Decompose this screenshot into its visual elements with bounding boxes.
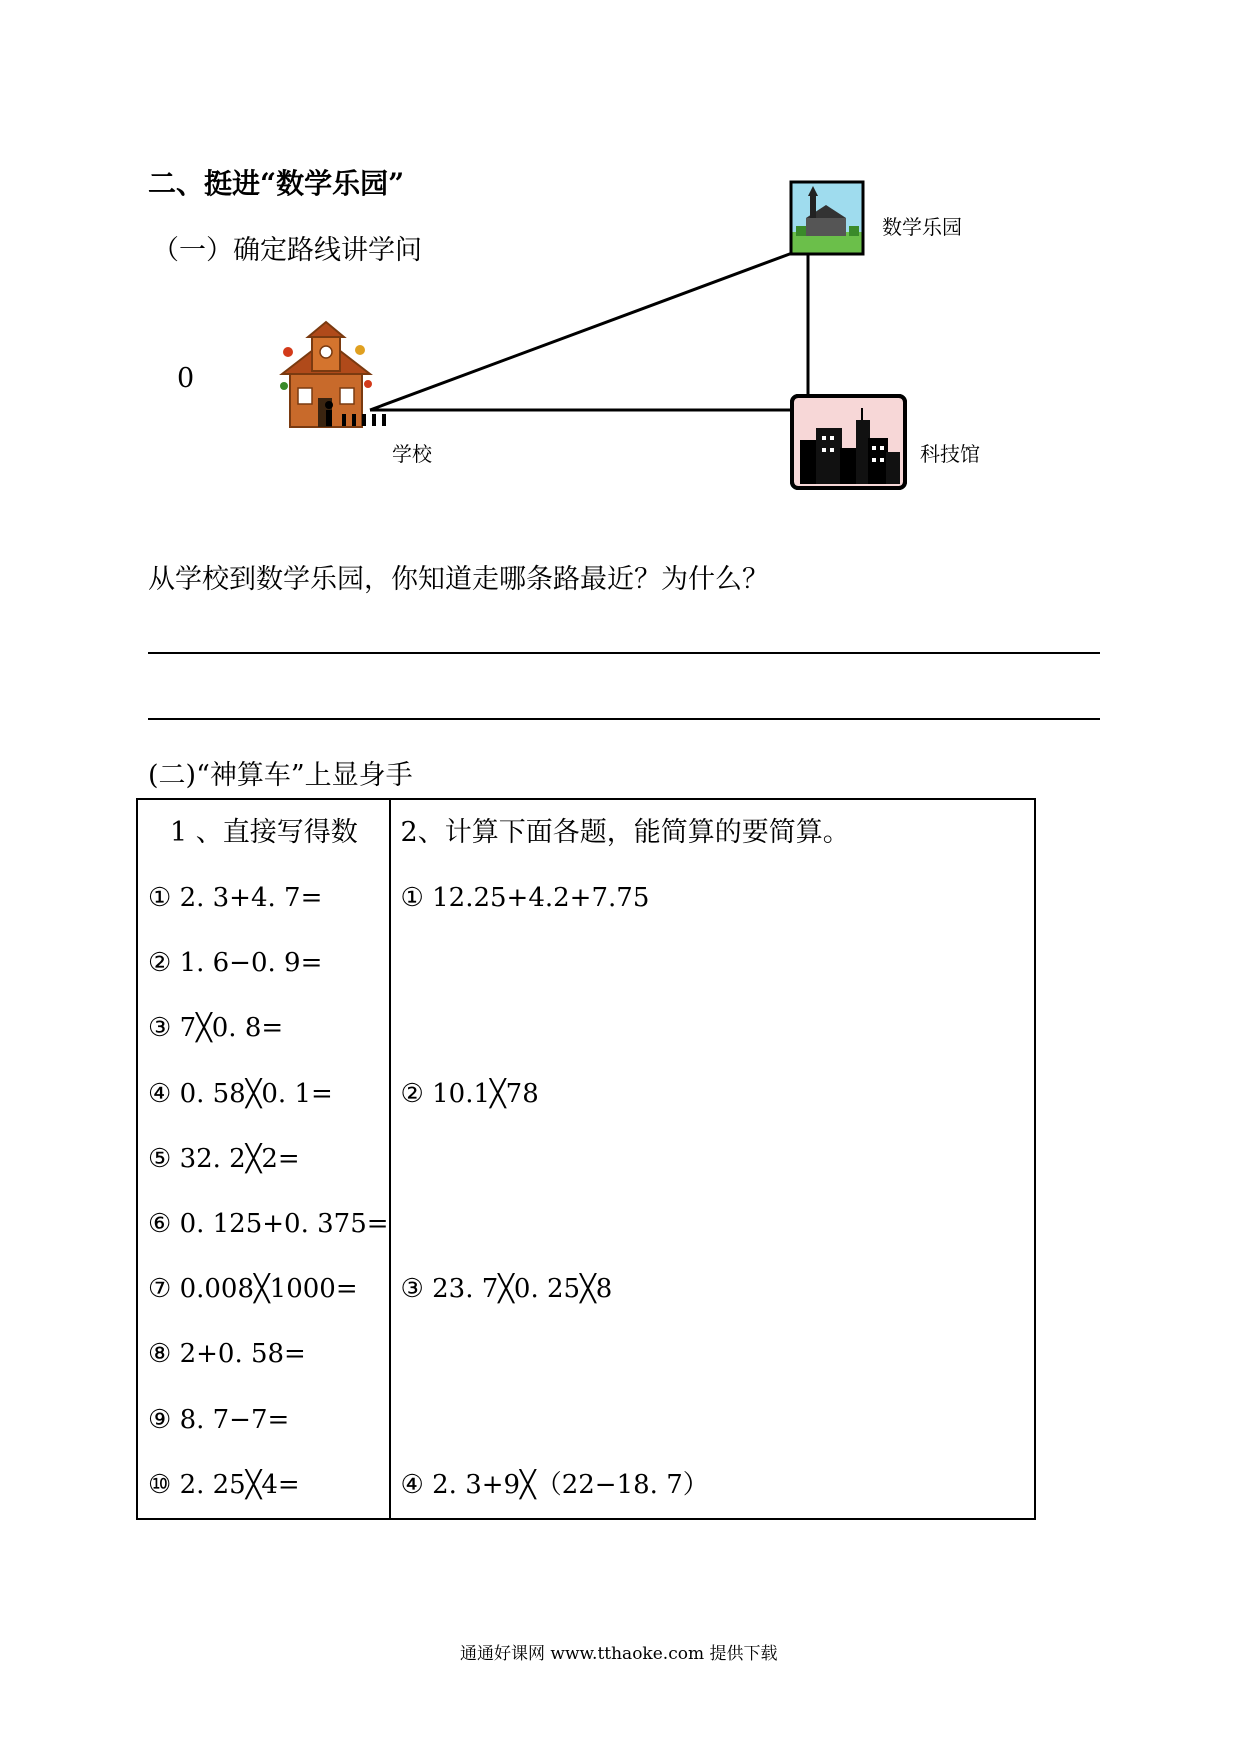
tech-museum-label: 科技馆 <box>920 442 980 466</box>
footer-source: 通通好课网 www.tthaoke.com 提供下载 <box>460 1644 778 1664</box>
written-calc-column <box>390 799 1035 1519</box>
oral-item-9[interactable]: ⑨ 8. 7−7= <box>148 1404 290 1435</box>
math-park-icon <box>791 182 863 254</box>
oral-item-10[interactable]: ⑩ 2. 25╳4= <box>148 1469 300 1500</box>
route-map <box>0 0 1240 520</box>
calculation-table <box>136 798 1036 1520</box>
answer-line-1[interactable] <box>148 652 1100 654</box>
oral-item-7[interactable]: ⑦ 0.008╳1000= <box>148 1274 358 1305</box>
answer-line-2[interactable] <box>148 718 1100 720</box>
oral-item-5[interactable]: ⑤ 32. 2╳2= <box>148 1143 300 1174</box>
oral-calc-column <box>137 799 390 1519</box>
oral-item-3[interactable]: ③ 7╳0. 8= <box>148 1013 284 1044</box>
tech-museum-icon <box>792 396 905 488</box>
part2-title: (二)“神算车”上显身手 <box>148 760 413 791</box>
math-park-label: 数学乐园 <box>882 215 962 239</box>
calc-item-2[interactable]: ② 10.1╳78 <box>400 1078 539 1109</box>
calc-item-4[interactable]: ④ 2. 3+9╳（22−18. 7） <box>400 1469 709 1500</box>
route-question: 从学校到数学乐园，你知道走哪条路最近？为什么？ <box>148 564 769 595</box>
oral-calc-header: 1 、直接写得数 <box>170 817 358 848</box>
oral-item-2[interactable]: ② 1. 6−0. 9= <box>148 948 323 979</box>
oral-item-8[interactable]: ⑧ 2+0. 58= <box>148 1339 306 1370</box>
oral-item-1[interactable]: ① 2. 3+4. 7= <box>148 883 323 913</box>
calc-item-1[interactable]: ① 12.25+4.2+7.75 <box>400 883 650 913</box>
stray-mark: 0 <box>177 363 195 394</box>
calc-item-3[interactable]: ③ 23. 7╳0. 25╳8 <box>400 1274 613 1305</box>
oral-item-4[interactable]: ④ 0. 58╳0. 1= <box>148 1078 333 1109</box>
school-label: 学校 <box>392 442 432 466</box>
written-calc-header: 2、计算下面各题，能简算的要简算。 <box>400 817 850 848</box>
oral-item-6[interactable]: ⑥ 0. 125+0. 375= <box>148 1208 389 1239</box>
part1-title: （一）确定路线讲学问 <box>152 235 422 266</box>
route-school-to-math-park <box>370 252 795 410</box>
section-title: 二、挺进“数学乐园” <box>148 167 405 200</box>
